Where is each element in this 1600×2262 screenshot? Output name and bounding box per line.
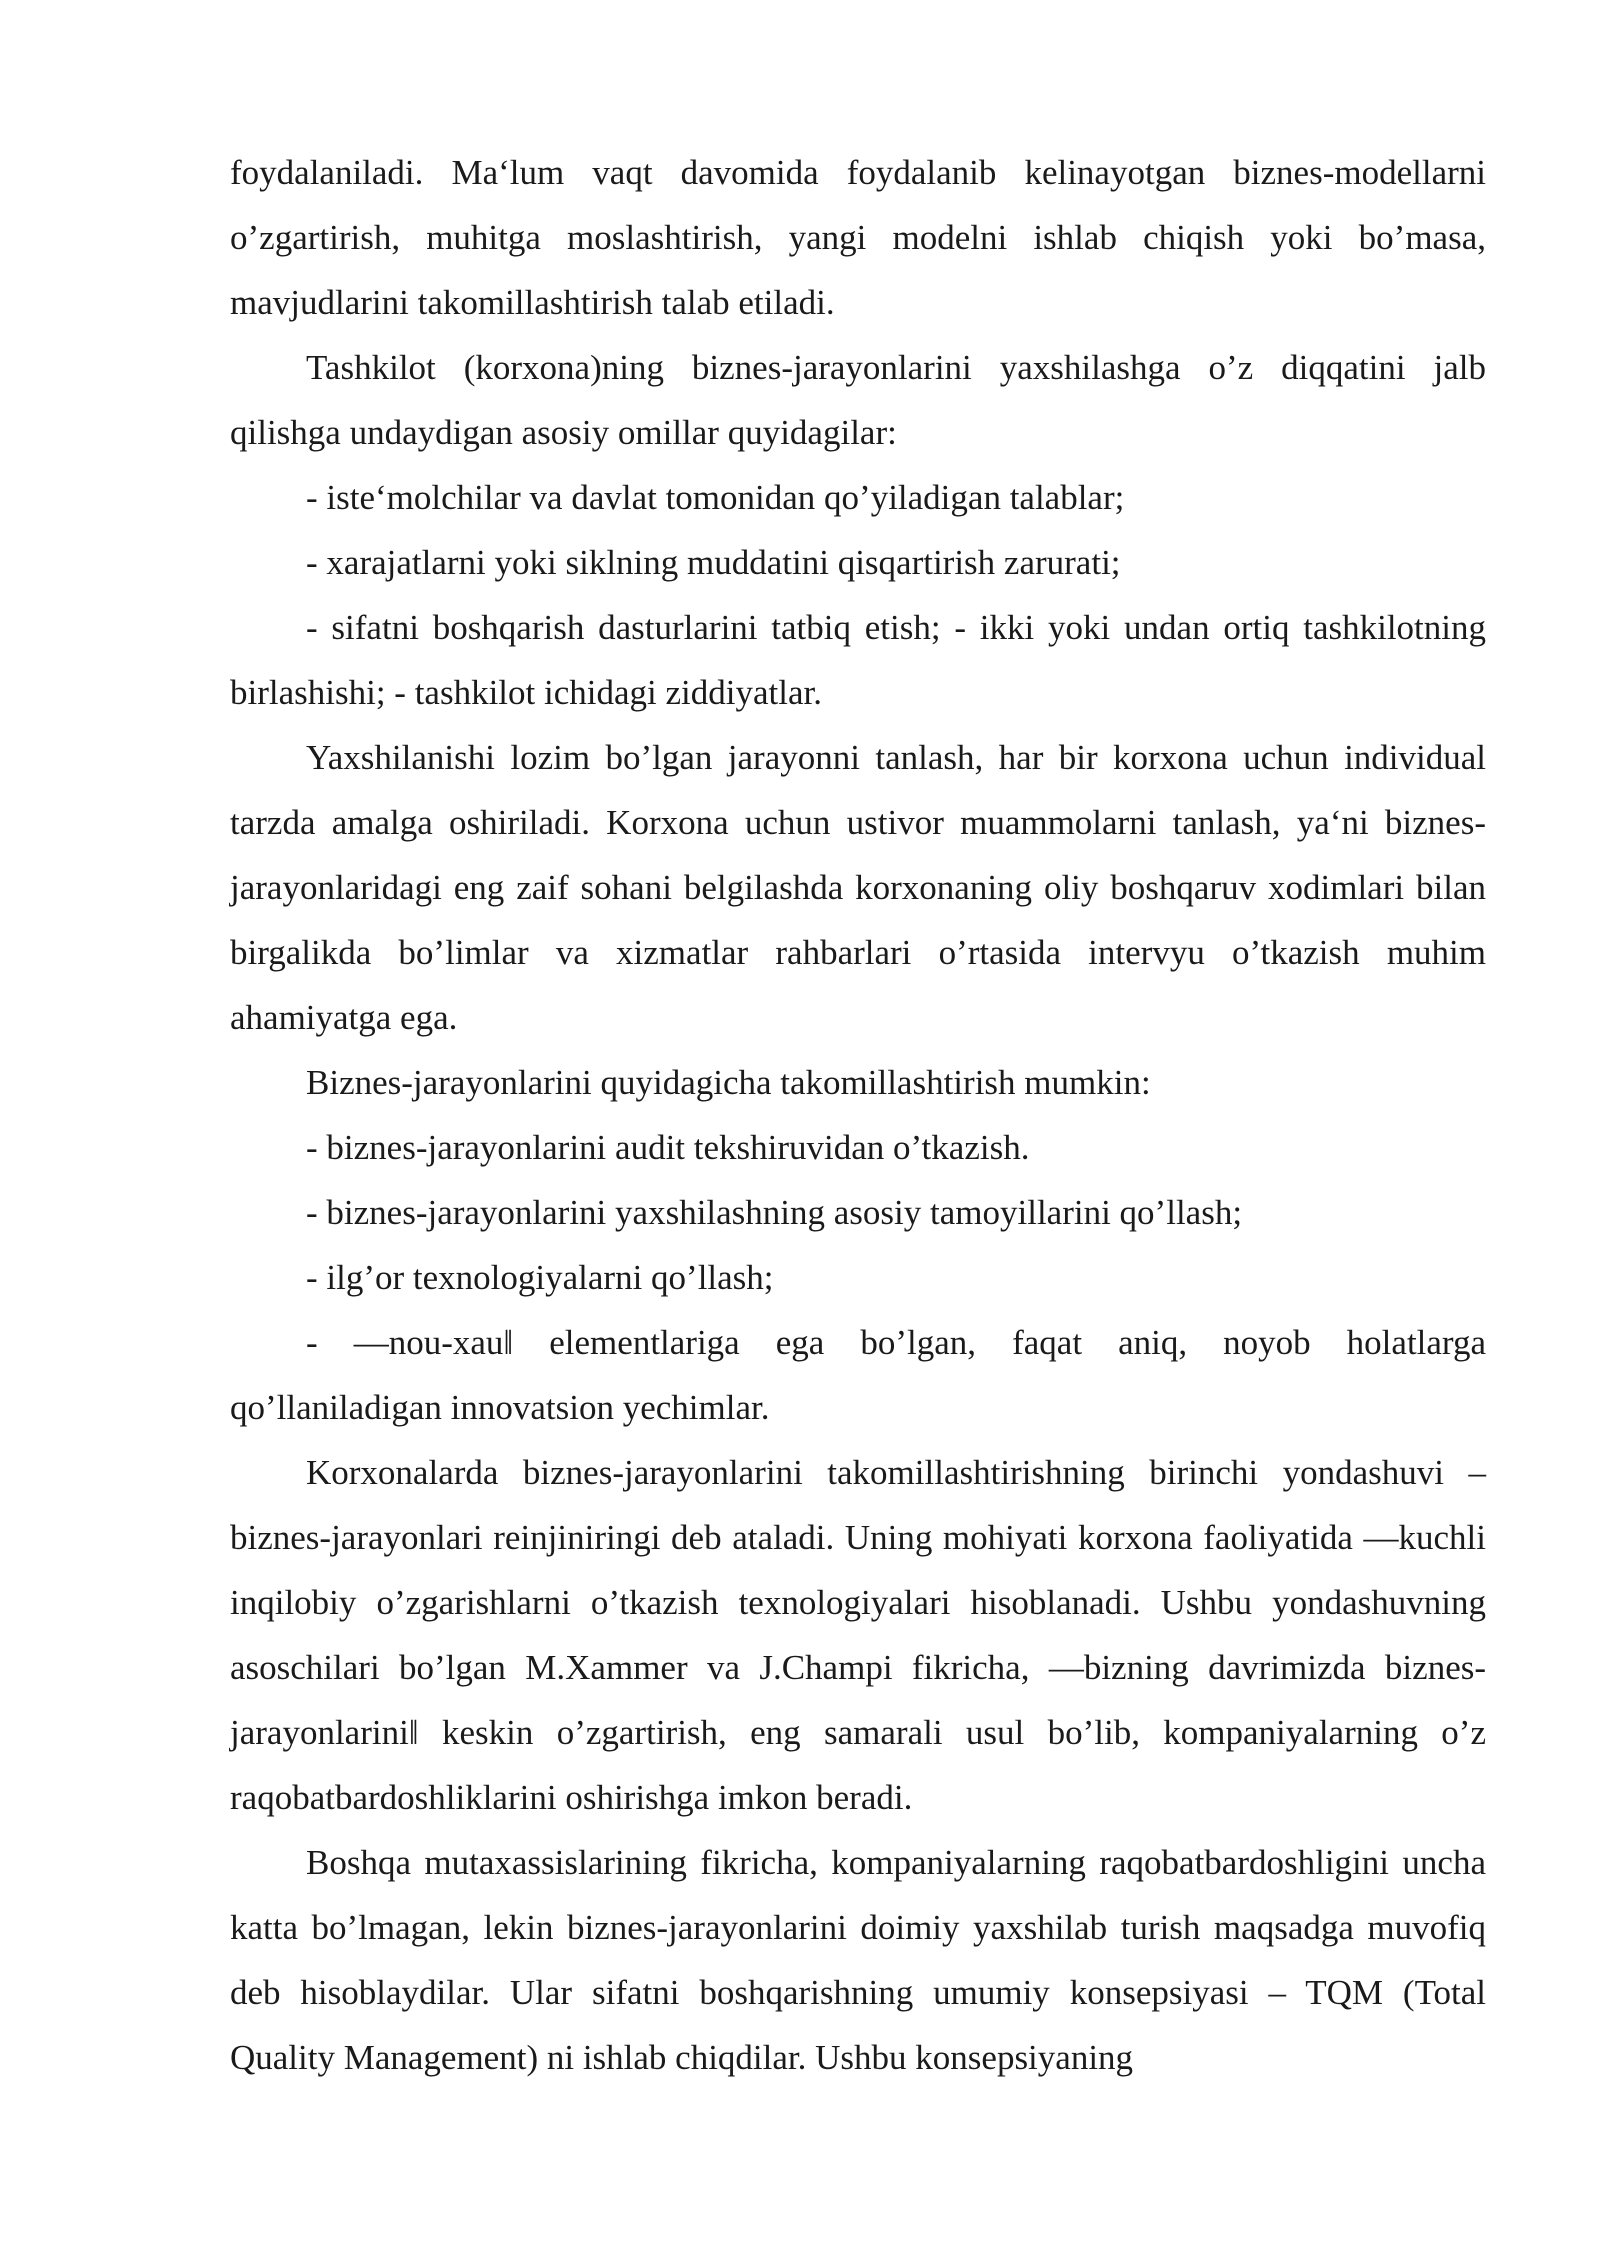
list-item-principles: - biznes-jarayonlarini yaxshilashning asosiy tamoyillarini qo’llash; [306, 1193, 1243, 1232]
paragraph-tqm: Boshqa mutaxassislarining fikricha, kompaniyalarning raqobatbardoshligini uncha katta bo’lmagan, lekin biznes-jarayonlarini doimiy yaxshilab turish maqsadga muvofiq deb hisoblaydilar. Ular sifatni boshqarishning umumiy konsepsiyasi – TQM (Total Quality Management) ni ishlab chiqdilar. Ushbu konsepsiyaning [230, 1843, 1486, 2077]
list-item-technologies: - ilg’or texnologiyalarni qo’llash; [306, 1258, 774, 1297]
paragraph-factors-intro: Tashkilot (korxona)ning biznes-jarayonlarini yaxshilashga o’z diqqatini jalb qilishga undaydigan asosiy omillar quyidagilar: [230, 348, 1486, 452]
list-item-consumer-demands: - iste‘molchilar va davlat tomonidan qo’yiladigan talablar; [306, 478, 1125, 517]
list-item-know-how: - ―nou-xau‖ elementlariga ega bo’lgan, faqat aniq, noyob holatlarga qo’llaniladigan innovatsion yechimlar. [230, 1323, 1486, 1427]
paragraph-reengineering: Korxonalarda biznes-jarayonlarini takomillashtirishning birinchi yondashuvi – biznes-jarayonlari reinjiniringi deb ataladi. Uning mohiyati korxona faoliyatida ―kuchli inqilobiy o’zgarishlarni o’tkazish texnologiyalari hisoblanadi. Ushbu yondashuvning asoschilari bo’lgan M.Xammer va J.Champi fikricha, ―bizning davrimizda biznes-jarayonlarini‖ keskin o’zgartirish, eng samarali usul bo’lib, kompaniyalarning o’z raqobatbardoshliklarini oshirishga imkon beradi. [230, 1453, 1486, 1817]
list-item-audit: - biznes-jarayonlarini audit tekshiruvidan o’tkazish. [306, 1128, 1030, 1167]
list-item-quality-programs: - sifatni boshqarish dasturlarini tatbiq etish; - ikki yoki undan ortiq tashkilotning birlashishi; - tashkilot ichidagi ziddiyatlar. [230, 608, 1486, 712]
list-item-cost-reduction: - xarajatlarni yoki siklning muddatini qisqartirish zarurati; [306, 543, 1121, 582]
paragraph-intro: foydalaniladi. Ma‘lum vaqt davomida foydalanib kelinayotgan biznes-modellarni o’zgartirish, muhitga moslashtirish, yangi modelni ishlab chiqish yoki bo’masa, mavjudlarini takomillashtirish talab etiladi. [230, 153, 1486, 322]
document-page [230, 140, 1486, 2090]
paragraph-improvement-methods: Biznes-jarayonlarini quyidagicha takomillashtirish mumkin: [306, 1063, 1151, 1102]
paragraph-process-selection: Yaxshilanishi lozim bo’lgan jarayonni tanlash, har bir korxona uchun individual tarzda amalga oshiriladi. Korxona uchun ustivor muammolarni tanlash, ya‘ni biznes-jarayonlaridagi eng zaif sohani belgilashda korxonaning oliy boshqaruv xodimlari bilan birgalikda bo’limlar va xizmatlar rahbarlari o’rtasida intervyu o’tkazish muhim ahamiyatga ega. [230, 738, 1486, 1037]
